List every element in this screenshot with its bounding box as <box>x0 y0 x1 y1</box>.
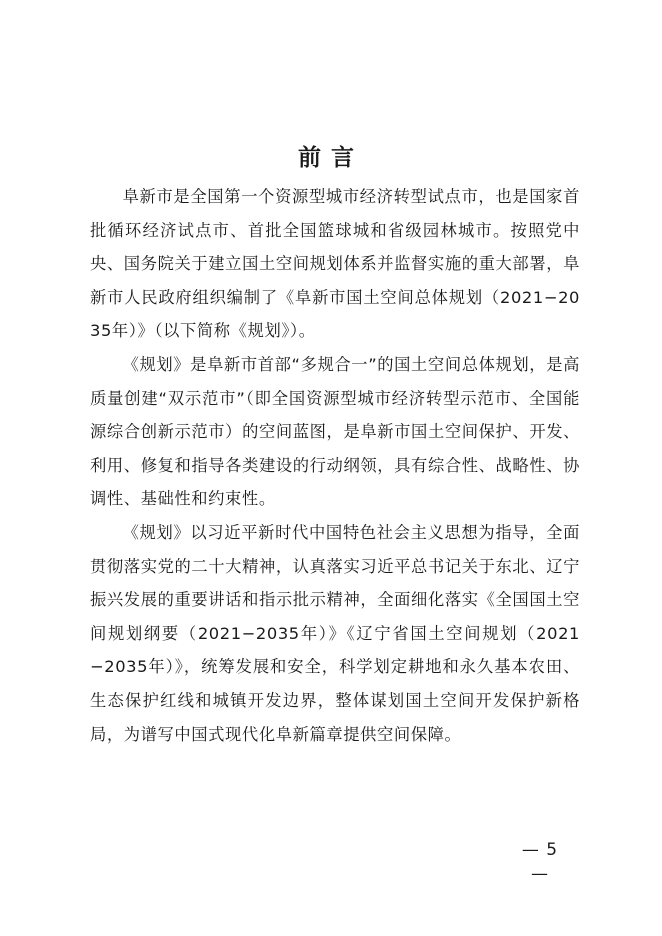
page-title: 前言 <box>298 144 364 171</box>
body-text <box>90 180 580 751</box>
page-number: — 5 — <box>521 840 559 884</box>
paragraph-1: 阜新市是全国第一个资源型城市经济转型试点市，也是国家首批循环经济试点市、首批全国篮球城和省级园林城市。按照党中央、国务院关于建立国土空间规划体系并监督实施的重大部署，阜新市人民政府组织编制了《阜新市国土空间总体规划（2021−2035年）》（以下简称《规划》）。 <box>90 187 580 341</box>
paragraph-3: 《规划》以习近平新时代中国特色社会主义思想为指导，全面贯彻落实党的二十大精神，认真落实习近平总书记关于东北、辽宁振兴发展的重要讲话和指示批示精神，全面细化落实《全国国土空间规划纲要（2021−2035年）》《辽宁省国土空间规划（2021−2035年）》，统筹发展和安全，科学划定耕地和永久基本农田、生态保护红线和城镇开发边界，整体谋划国土空间开发保护新格局，为谱写中国式现代化阜新篇章提供空间保障。 <box>90 522 580 744</box>
paragraph-2: 《规划》是阜新市首部“多规合一”的国土空间总体规划，是高质量创建“双示范市”（即全国资源型城市经济转型示范市、全国能源综合创新示范市）的空间蓝图，是阜新市国土空间保护、开发、利用、修复和指导各类建设的行动纲领，具有综合性、战略性、协调性、基础性和约束性。 <box>90 354 580 509</box>
